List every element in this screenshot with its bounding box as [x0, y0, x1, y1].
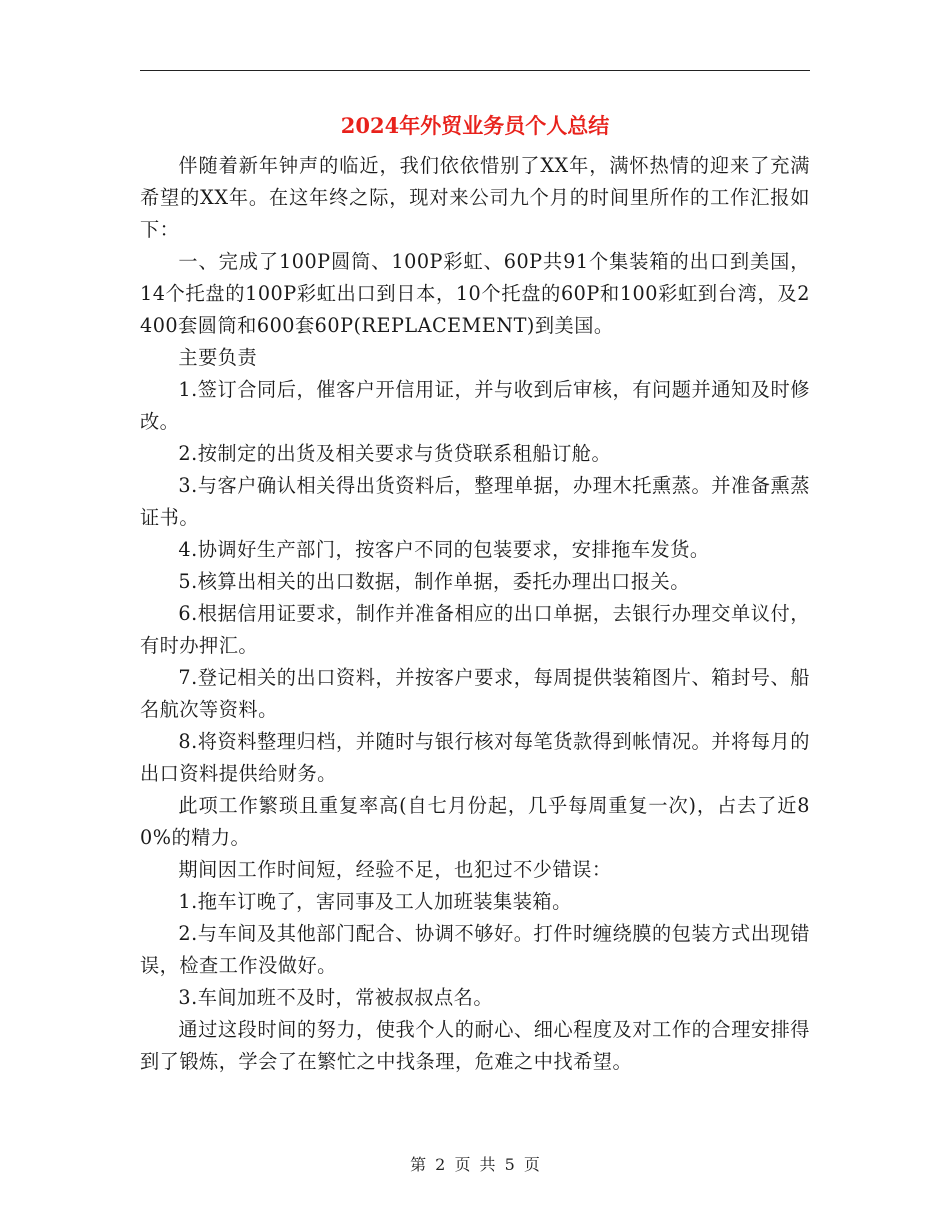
paragraph-duty-6: 6.根据信用证要求，制作并准备相应的出口单据，去银行办理交单议付，有时办押汇。: [140, 602, 810, 657]
paragraph-duty-2: 2.按制定的出货及相关要求与货贷联系租船订舱。: [178, 442, 612, 465]
header-rule: [140, 70, 810, 71]
paragraph-workload: 此项工作繁琐且重复率高(自七月份起，几乎每周重复一次)，占去了近80%的精力。: [140, 794, 810, 849]
paragraph-mistakes-heading: 期间因工作时间短，经验不足，也犯过不少错误：: [178, 858, 612, 881]
paragraph-duty-1: 1.签订合同后，催客户开信用证，并与收到后审核，有问题并通知及时修改。: [140, 378, 810, 433]
paragraph-duty-8: 8.将资料整理归档，并随时与银行核对每笔货款得到帐情况。并将每月的出口资料提供给财务。: [140, 730, 810, 785]
paragraph-mistake-2: 2.与车间及其他部门配合、协调不够好。打件时缠绕膜的包装方式出现错误，检查工作没做好。: [140, 922, 810, 977]
paragraph-mistake-3: 3.车间加班不及时，常被叔叔点名。: [178, 986, 494, 1009]
paragraph-duty-4: 4.协调好生产部门，按客户不同的包装要求，安排拖车发货。: [178, 538, 710, 561]
paragraph-main-duties-heading: 主要负责: [178, 346, 258, 369]
paragraph-duty-7: 7.登记相关的出口资料，并按客户要求，每周提供装箱图片、箱封号、船名航次等资料。: [140, 666, 810, 721]
page-number-footer: 第 2 页 共 5 页: [410, 1155, 540, 1174]
paragraph-intro: 伴随着新年钟声的临近，我们依依惜别了XX年，满怀热情的迎来了充满希望的XX年。在这年终之际，现对来公司九个月的时间里所作的工作汇报如下：: [140, 154, 810, 241]
paragraph-section-one: 一、完成了100P圆筒、100P彩虹、60P共91个集装箱的出口到美国，14个托盘的100P彩虹出口到日本，10个托盘的60P和100彩虹到台湾，及2400套圆筒和600套60P(REPLACEMENT)到美国。: [140, 250, 810, 337]
paragraph-conclusion: 通过这段时间的努力，使我个人的耐心、细心程度及对工作的合理安排得到了锻炼，学会了在繁忙之中找条理，危难之中找希望。: [140, 1018, 810, 1073]
paragraph-mistake-1: 1.拖车订晚了，害同事及工人加班装集装箱。: [178, 890, 572, 913]
paragraph-duty-5: 5.核算出相关的出口数据，制作单据，委托办理出口报关。: [178, 570, 690, 593]
paragraph-duty-3: 3.与客户确认相关得出货资料后，整理单据，办理木托熏蒸。并准备熏蒸证书。: [140, 474, 810, 529]
document-title: 2024年外贸业务员个人总结: [340, 113, 610, 138]
document-body: [140, 150, 810, 1078]
